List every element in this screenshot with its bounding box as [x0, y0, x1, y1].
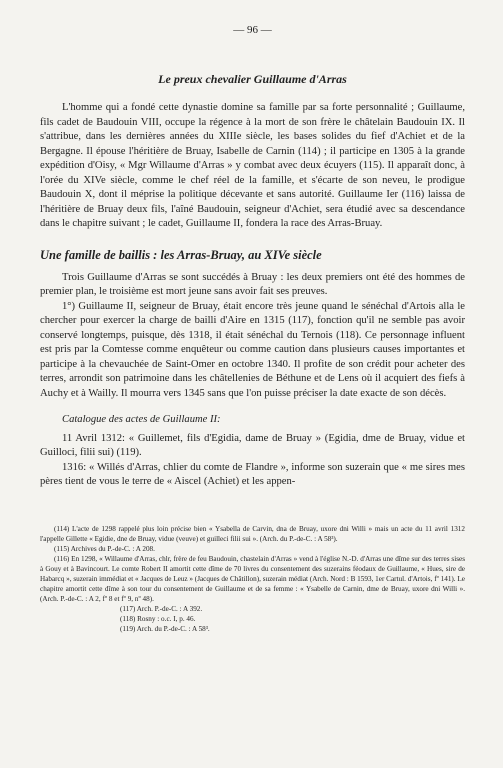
footnotes — [40, 524, 465, 634]
footnote-114: (114) L'acte de 1298 rappelé plus loin précise bien « Ysabella de Carvin, dna de Bruay, uxore dni Willi » mais un acte du 11 avril 1312 l'appelle Gillette « Egidie, dne de Bruay, vidue (veuve) et guilleci filii sui ». (Arch. du P.-de-C. : A 58³). — [40, 524, 465, 543]
catalogue-entry-1316: 1316: « Willés d'Arras, chlier du comte de Flandre », informe son suzerain que « me sires mes pères tient de vous le terre de « Aiscel (Achiet) et les appen- — [40, 461, 465, 487]
section-title-famille-baillis: Une famille de baillis : les Arras-Bruay, au XIVe siècle — [40, 247, 322, 262]
footnote-116: (116) En 1298, « Willaume d'Arras, chlr, frère de feu Baudouin, chastelain d'Arras » vend à l'église N.-D. d'Arras une dîme sur des terres sises à Gouy et à Bavincourt. Le comte Robert II amortit cette dîme de 70 livres du consentement des suzerains féodaux de Guillaume, « Hues, sire de Habarcq », suzerain immédiat et « Jacques de Leuz » (Jacques de Châtillon), suzerain médiat (Arch. Nord : B 1593, 1er Cartul. d'Artois, fº 141). Le chapitre amortit cette dîme à son tour du consentement de Guillaume et de sa femme : « Ysabelle de Carnin, dme de Bruay, uxore dni Willi ». (Arch. P.-de-C. : A 2, fº 8 et fº 9, nº 48). — [40, 554, 465, 603]
footnote-119: (119) Arch. du P.-de-C. : A 58³. — [120, 624, 210, 633]
paragraph-guillaume-ii: 1°) Guillaume II, seigneur de Bruay, était encore très jeune quand le sénéchal d'Artois alla le chercher pour exercer la charge de bailli d'Aire en 1315 (117), fonction qu'il ne semble pas avoir conservé longtemps, puisque, dès 1318, il était sénéchal du Ternois (118). Ce personnage influent est pris par la Comtesse comme enquêteur ou comme caution dans plusieurs causes importantes et participe à la chevauchée de Saint-Omer en octobre 1340. Il profite de son crédit pour acheter des terres, arrondit son patrimoine dans les châtellenies de Béthune et de Lens où il acquiert des fiefs à Auchy et à Wailly. Il mourra vers 1345 sans que l'on puisse préciser la date exacte de son décès. — [40, 300, 465, 399]
page-number: — 96 — — [233, 24, 272, 36]
catalogue-entry-1312: 11 Avril 1312: « Guillemet, fils d'Egidia, dame de Bruay » (Egidia, dme de Bruay, vidue et Guilloci, filii sui) (119). — [40, 432, 465, 458]
paragraph-guillaume-founder: L'homme qui a fondé cette dynastie domine sa famille par sa forte personnalité ; Guillaume, fils cadet de Baudouin VIII, occupe la régence à la mort de son frère le châtelain Baudouin IX. Il s'attribue, dans les dernières années du XIIIe siècle, les bases solides du fief d'Achiet et de la Bergagne. Il épouse l'héritière de Bruay, Isabelle de Carnin (114) ; il participe en 1305 à la grande expédition d'Oisy, « Mgr Willaume d'Arras » y combat avec deux écuyers (115). Il apparaît donc, à l'orée du XIVe siècle, comme le chef réel de la famille, et s'écarte de son neveu, le prodigue Baudouin X, dont il méprise la politique décevante et sans autorité. Guillaume Ier (116) laissa de l'héritière de Bruay deux fils, l'aîné Baudouin, seigneur d'Achiet, sera étudié avec sa descendance dans le chapitre suivant ; le cadet, Guillaume II, fondera la race des Arras-Bruay. — [40, 102, 465, 229]
footnote-118: (118) Rosny : o.c. I, p. 46. — [120, 614, 196, 623]
footnote-115: (115) Archives du P.-de-C. : A 208. — [54, 544, 155, 553]
section-title-preux-chevalier: Le preux chevalier Guillaume d'Arras — [158, 72, 347, 86]
catalogue-title: Catalogue des actes de Guillaume II: — [62, 414, 221, 425]
footnote-117: (117) Arch. P.-de-C. : A 392. — [120, 604, 203, 613]
paragraph-trois-guillaume: Trois Guillaume d'Arras se sont succédés à Bruay : les deux premiers ont été des hommes de premier plan, le troisième est mort jeune sans avoir fait ses preuves. — [40, 271, 465, 297]
